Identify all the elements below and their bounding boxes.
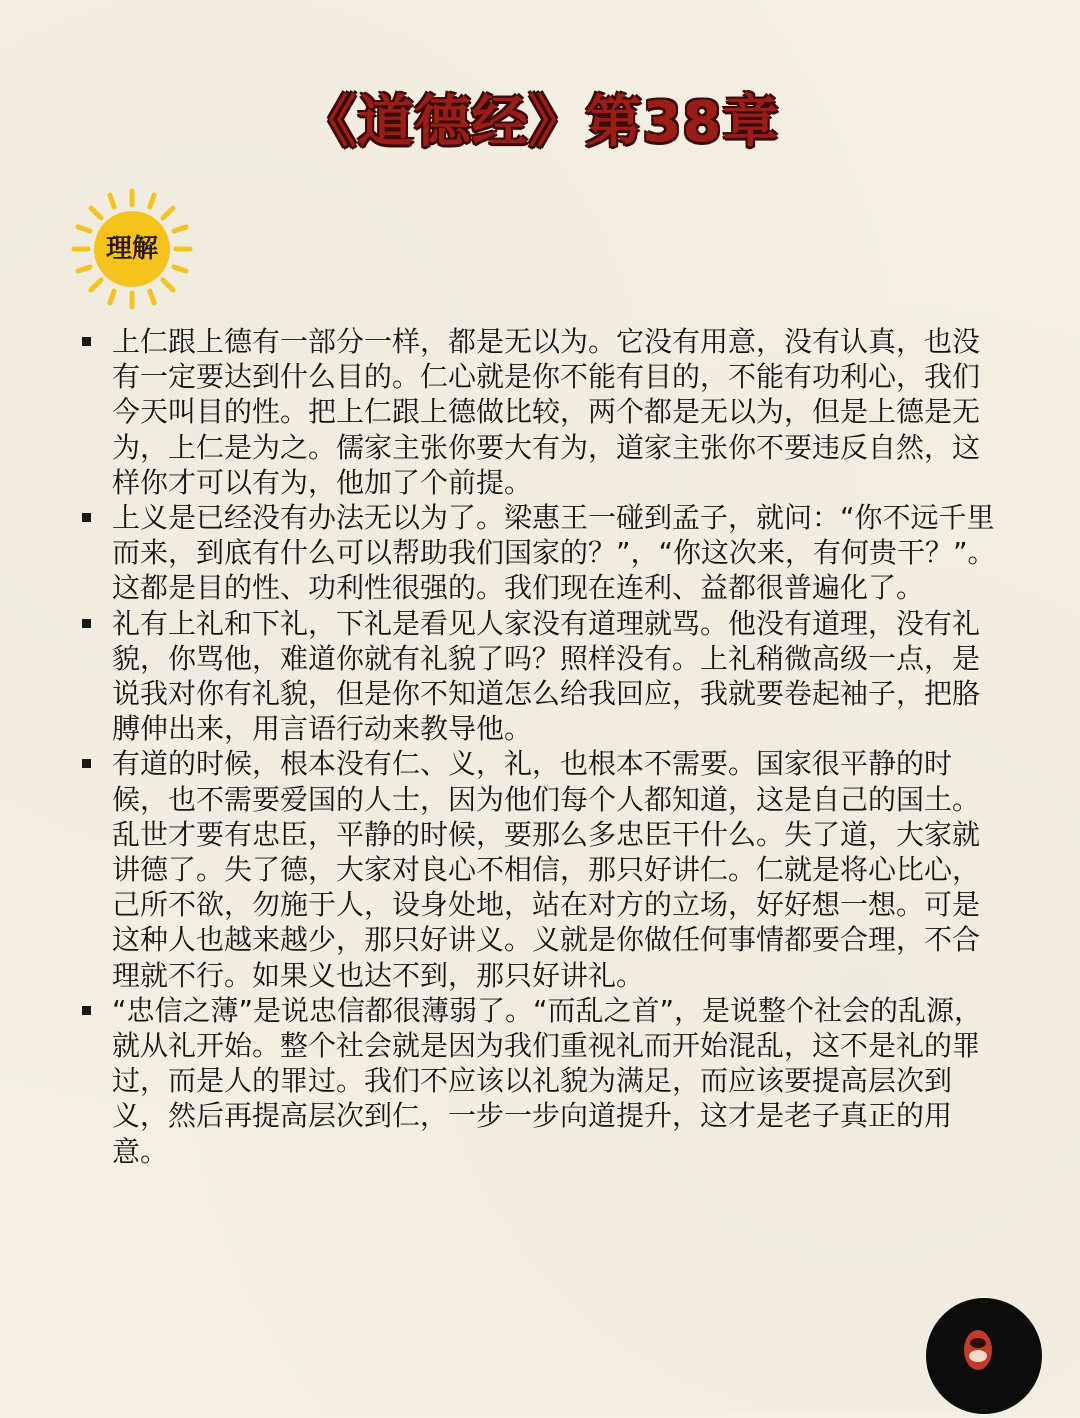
avatar-badge-icon	[926, 1298, 1042, 1414]
list-item	[78, 500, 998, 606]
content-list	[78, 324, 998, 1169]
list-item-text: 上仁跟上德有一部分一样，都是无以为。它没有用意，没有认真，也没有一定要达到什么目的。仁心就是你不能有目的，不能有功利心，我们今天叫目的性。把上仁跟上德做比较，两个都是无以为，但是上德是无为，上仁是为之。儒家主张你要大有为，道家主张你不要违反自然，这样你才可以有为，他加了个前提。	[112, 325, 981, 499]
bullet	[82, 759, 91, 768]
bullet	[82, 619, 91, 628]
section-label: 理解	[105, 234, 158, 264]
avatar-badge[interactable]	[926, 1298, 1042, 1414]
list-item	[78, 993, 998, 1169]
list-item-text: 有道的时候，根本没有仁、义，礼，也根本不需要。国家很平静的时候，也不需要爱国的人士，因为他们每个人都知道，这是自己的国土。乱世才要有忠臣，平静的时候，要那么多忠臣干什么。失了道，大家就讲德了。失了德，大家对良心不相信，那只好讲仁。仁就是将心比心，己所不欲，勿施于人，设身处地，站在对方的立场，好好想一想。可是这种人也越来越少，那只好讲义。义就是你做任何事情都要合理，不合理就不行。如果义也达不到，那只好讲礼。	[112, 747, 981, 992]
bullet	[82, 337, 91, 346]
list-item-text: 礼有上礼和下礼，下礼是看见人家没有道理就骂。他没有道理，没有礼貌，你骂他，难道你就有礼貌了吗？照样没有。上礼稍微高级一点，是说我对你有礼貌，但是你不知道怎么给我回应，我就要卷起袖子，把胳膊伸出来，用言语行动来教导他。	[112, 606, 981, 746]
bullet	[82, 513, 91, 522]
page-title: 《道德经》第38章	[300, 90, 780, 155]
list-item-text: “忠信之薄”是说忠信都很薄弱了。“而乱之首”，是说整个社会的乱源，就从礼开始。整个社会就是因为我们重视礼而开始混乱，这不是礼的罪过，而是人的罪过。我们不应该以礼貌为满足，而应该要提高层次到义，然后再提高层次到仁，一步一步向道提升，这才是老子真正的用意。	[112, 993, 983, 1168]
bullet	[82, 1006, 91, 1015]
list-item	[78, 746, 998, 992]
list-item	[78, 606, 998, 747]
list-item-text: 上义是已经没有办法无以为了。梁惠王一碰到孟子，就问：“你不远千里而来，到底有什么可以帮助我们国家的？”，“你这次来，有何贵干？”。这都是目的性、功利性很强的。我们现在连利、益都很普遍化了。	[112, 501, 996, 605]
list-item	[78, 324, 998, 500]
